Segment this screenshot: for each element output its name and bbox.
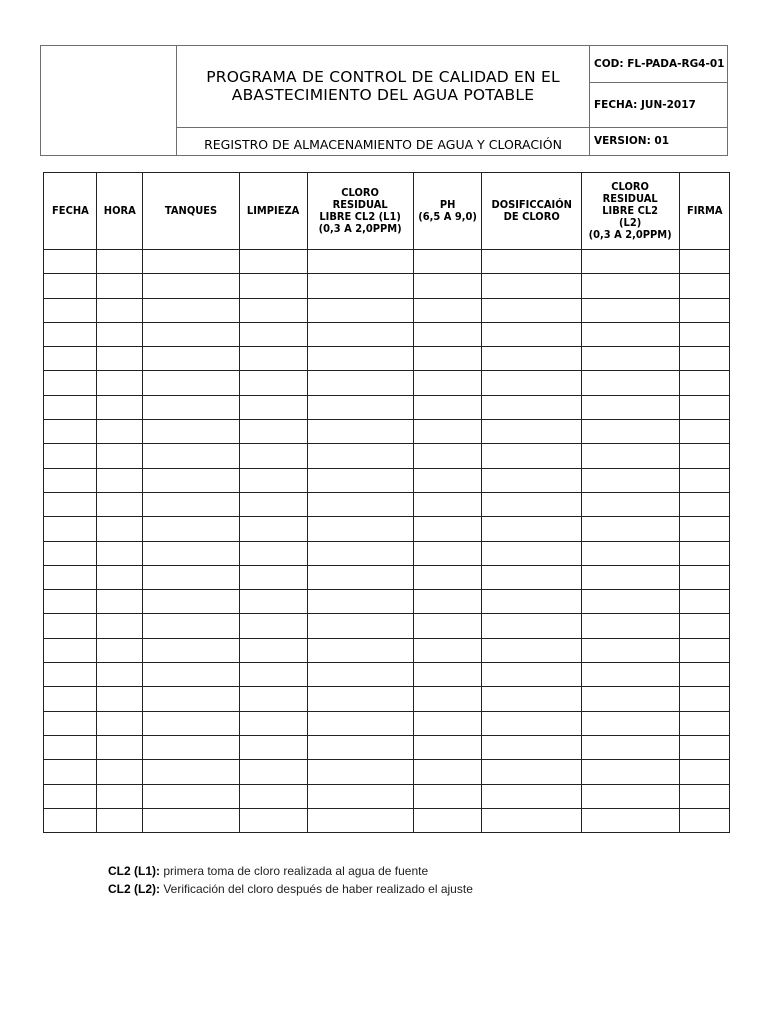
table-cell[interactable] <box>240 614 308 638</box>
table-cell[interactable] <box>143 711 240 735</box>
table-cell[interactable] <box>44 638 97 662</box>
column-header-label <box>52 205 89 217</box>
table-cell[interactable] <box>582 468 680 492</box>
column-header-label <box>319 187 402 235</box>
table-cell[interactable] <box>97 274 143 298</box>
table-cell[interactable] <box>482 541 582 565</box>
table-cell[interactable] <box>482 687 582 711</box>
column-header-line: (L2) <box>619 216 642 229</box>
column-header-line: TANQUES <box>164 204 218 217</box>
table-cell[interactable] <box>240 663 308 687</box>
form-subtitle: REGISTRO DE ALMACENAMIENTO DE AGUA Y CLORACIÓN <box>177 127 590 155</box>
table-cell[interactable] <box>143 468 240 492</box>
table-cell[interactable] <box>240 468 308 492</box>
table-cell[interactable] <box>308 808 414 832</box>
table-cell[interactable] <box>680 444 730 468</box>
table-cell[interactable] <box>240 371 308 395</box>
table-cell[interactable] <box>680 395 730 419</box>
table-cell[interactable] <box>97 541 143 565</box>
table-cell[interactable] <box>44 322 97 346</box>
table-cell[interactable] <box>44 444 97 468</box>
table-cell[interactable] <box>582 322 680 346</box>
table-cell[interactable] <box>44 298 97 322</box>
table-cell[interactable] <box>44 760 97 784</box>
table-cell[interactable] <box>582 687 680 711</box>
column-header <box>308 173 414 250</box>
column-header-line: HORA <box>103 204 136 217</box>
table-cell[interactable] <box>414 298 482 322</box>
table-cell[interactable] <box>44 395 97 419</box>
table-cell[interactable] <box>308 468 414 492</box>
table-cell[interactable] <box>414 492 482 516</box>
table-cell[interactable] <box>143 687 240 711</box>
table-cell[interactable] <box>240 735 308 759</box>
table-cell[interactable] <box>482 468 582 492</box>
table-cell[interactable] <box>44 663 97 687</box>
table-cell[interactable] <box>482 298 582 322</box>
form-title-line2: ABASTECIMIENTO DEL AGUA POTABLE <box>231 86 535 105</box>
table-row <box>44 492 730 516</box>
table-cell[interactable] <box>414 735 482 759</box>
column-header <box>482 173 582 250</box>
table-cell[interactable] <box>44 517 97 541</box>
table-cell[interactable] <box>680 808 730 832</box>
footnote-l1-label: CL2 (L1): <box>108 864 160 878</box>
column-header-label <box>687 205 723 217</box>
form-title <box>177 46 590 128</box>
table-cell[interactable] <box>414 517 482 541</box>
table-row <box>44 371 730 395</box>
table-cell[interactable] <box>414 274 482 298</box>
table-cell[interactable] <box>44 614 97 638</box>
table-cell[interactable] <box>582 420 680 444</box>
table-cell[interactable] <box>582 371 680 395</box>
table-cell[interactable] <box>240 395 308 419</box>
column-header-line: CLORO <box>341 186 380 199</box>
table-cell[interactable] <box>143 371 240 395</box>
table-cell[interactable] <box>44 541 97 565</box>
table-cell[interactable] <box>582 250 680 274</box>
footnotes <box>108 862 473 898</box>
table-cell[interactable] <box>44 420 97 444</box>
table-cell[interactable] <box>308 638 414 662</box>
table-cell[interactable] <box>680 711 730 735</box>
table-row <box>44 760 730 784</box>
table-cell[interactable] <box>680 614 730 638</box>
table-cell[interactable] <box>680 565 730 589</box>
column-header-line: FIRMA <box>686 204 723 217</box>
table-cell[interactable] <box>97 420 143 444</box>
table-cell[interactable] <box>414 784 482 808</box>
table-cell[interactable] <box>97 784 143 808</box>
table-cell[interactable] <box>143 735 240 759</box>
table-cell[interactable] <box>680 784 730 808</box>
table-cell[interactable] <box>97 711 143 735</box>
table-cell[interactable] <box>143 517 240 541</box>
column-header-line: LIBRE CL2 (L1) <box>319 210 402 223</box>
footnote-l1 <box>108 862 473 880</box>
table-cell[interactable] <box>97 492 143 516</box>
table-cell[interactable] <box>680 347 730 371</box>
table-cell[interactable] <box>44 565 97 589</box>
table-cell[interactable] <box>680 250 730 274</box>
table-cell[interactable] <box>143 298 240 322</box>
table-cell[interactable] <box>97 347 143 371</box>
table-cell[interactable] <box>240 784 308 808</box>
column-header-line: (0,3 A 2,0PPM) <box>588 228 673 241</box>
table-cell[interactable] <box>414 638 482 662</box>
footnote-l1-text: primera toma de cloro realizada al agua de fuente <box>160 864 429 878</box>
table-cell[interactable] <box>680 468 730 492</box>
table-cell[interactable] <box>680 760 730 784</box>
table-cell[interactable] <box>240 322 308 346</box>
table-cell[interactable] <box>582 711 680 735</box>
table-cell[interactable] <box>582 274 680 298</box>
table-cell[interactable] <box>44 808 97 832</box>
table-cell[interactable] <box>582 517 680 541</box>
table-row <box>44 250 730 274</box>
table-cell[interactable] <box>143 444 240 468</box>
table-cell[interactable] <box>308 760 414 784</box>
table-cell[interactable] <box>44 590 97 614</box>
table-cell[interactable] <box>97 565 143 589</box>
table-cell[interactable] <box>143 347 240 371</box>
footnote-l2-label: CL2 (L2): <box>108 882 160 896</box>
table-cell[interactable] <box>482 614 582 638</box>
table-cell[interactable] <box>143 663 240 687</box>
table-row <box>44 808 730 832</box>
table-cell[interactable] <box>97 663 143 687</box>
footnote-l2-text: Verificación del cloro después de haber realizado el ajuste <box>160 882 473 896</box>
footnote-l2 <box>108 880 473 898</box>
table-cell[interactable] <box>143 808 240 832</box>
table-cell[interactable] <box>308 347 414 371</box>
table-cell[interactable] <box>482 711 582 735</box>
table-cell[interactable] <box>414 760 482 784</box>
table-row <box>44 298 730 322</box>
table-cell[interactable] <box>414 322 482 346</box>
table-cell[interactable] <box>97 322 143 346</box>
table-cell[interactable] <box>680 735 730 759</box>
table-cell[interactable] <box>308 541 414 565</box>
table-cell[interactable] <box>308 565 414 589</box>
table-cell[interactable] <box>680 298 730 322</box>
logo-placeholder <box>41 46 177 156</box>
table-cell[interactable] <box>414 711 482 735</box>
table-cell[interactable] <box>143 784 240 808</box>
table-cell[interactable] <box>240 541 308 565</box>
table-cell[interactable] <box>582 808 680 832</box>
table-cell[interactable] <box>97 614 143 638</box>
table-row <box>44 638 730 662</box>
table-cell[interactable] <box>308 371 414 395</box>
table-cell[interactable] <box>414 420 482 444</box>
column-header-line: FECHA <box>51 204 89 217</box>
column-header <box>240 173 308 250</box>
table-cell[interactable] <box>143 322 240 346</box>
table-cell[interactable] <box>97 638 143 662</box>
table-cell[interactable] <box>414 444 482 468</box>
table-cell[interactable] <box>414 590 482 614</box>
table-cell[interactable] <box>240 274 308 298</box>
table-cell[interactable] <box>582 663 680 687</box>
table-cell[interactable] <box>44 687 97 711</box>
table-cell[interactable] <box>308 711 414 735</box>
table-cell[interactable] <box>482 347 582 371</box>
table-cell[interactable] <box>482 590 582 614</box>
table-cell[interactable] <box>414 541 482 565</box>
column-header <box>680 173 730 250</box>
table-cell[interactable] <box>143 638 240 662</box>
table-cell[interactable] <box>240 492 308 516</box>
table-row <box>44 687 730 711</box>
table-cell[interactable] <box>482 760 582 784</box>
table-cell[interactable] <box>143 565 240 589</box>
table-cell[interactable] <box>482 274 582 298</box>
table-cell[interactable] <box>582 492 680 516</box>
table-row <box>44 517 730 541</box>
column-header-line: LIBRE CL2 <box>602 204 659 217</box>
table-cell[interactable] <box>240 808 308 832</box>
table-cell[interactable] <box>482 322 582 346</box>
table-cell[interactable] <box>680 420 730 444</box>
table-row <box>44 614 730 638</box>
table-cell[interactable] <box>482 565 582 589</box>
table-cell[interactable] <box>482 808 582 832</box>
table-cell[interactable] <box>44 468 97 492</box>
table-cell[interactable] <box>308 614 414 638</box>
column-header-line: RESIDUAL <box>602 192 659 205</box>
table-cell[interactable] <box>414 468 482 492</box>
table-cell[interactable] <box>414 347 482 371</box>
table-cell[interactable] <box>143 420 240 444</box>
table-cell[interactable] <box>482 371 582 395</box>
form-code: COD: FL-PADA-RG4-01 <box>590 46 728 83</box>
table-cell[interactable] <box>482 420 582 444</box>
table-cell[interactable] <box>308 517 414 541</box>
table-cell[interactable] <box>143 760 240 784</box>
table-cell[interactable] <box>143 274 240 298</box>
table-cell[interactable] <box>240 298 308 322</box>
table-row <box>44 784 730 808</box>
table-cell[interactable] <box>97 468 143 492</box>
table-cell[interactable] <box>680 517 730 541</box>
table-row <box>44 395 730 419</box>
table-row <box>44 444 730 468</box>
column-header-line: PH <box>439 198 456 211</box>
table-cell[interactable] <box>44 784 97 808</box>
table-cell[interactable] <box>582 565 680 589</box>
table-row <box>44 565 730 589</box>
table-cell[interactable] <box>143 250 240 274</box>
table-cell[interactable] <box>482 395 582 419</box>
table-cell[interactable] <box>482 492 582 516</box>
table-row <box>44 322 730 346</box>
table-cell[interactable] <box>308 395 414 419</box>
table-cell[interactable] <box>97 298 143 322</box>
column-header-line: LIMPIEZA <box>247 204 300 217</box>
table-cell[interactable] <box>308 735 414 759</box>
column-header <box>97 173 143 250</box>
table-cell[interactable] <box>482 663 582 687</box>
table-cell[interactable] <box>97 735 143 759</box>
table-cell[interactable] <box>482 735 582 759</box>
table-cell[interactable] <box>97 590 143 614</box>
column-header-line: (0,3 A 2,0PPM) <box>318 222 403 235</box>
table-cell[interactable] <box>44 250 97 274</box>
column-header-line: DOSIFICCAIÓN <box>491 198 572 211</box>
table-row <box>44 663 730 687</box>
table-cell[interactable] <box>680 687 730 711</box>
table-cell[interactable] <box>414 614 482 638</box>
table-cell[interactable] <box>240 420 308 444</box>
column-header-label <box>247 205 299 217</box>
table-cell[interactable] <box>680 371 730 395</box>
table-row <box>44 420 730 444</box>
table-cell[interactable] <box>308 663 414 687</box>
table-cell[interactable] <box>308 250 414 274</box>
table-cell[interactable] <box>308 322 414 346</box>
form-date: FECHA: JUN-2017 <box>590 83 728 127</box>
table-cell[interactable] <box>240 347 308 371</box>
table-cell[interactable] <box>582 614 680 638</box>
table-cell[interactable] <box>582 760 680 784</box>
table-row <box>44 274 730 298</box>
table-cell[interactable] <box>482 444 582 468</box>
table-cell[interactable] <box>680 638 730 662</box>
table-cell[interactable] <box>582 395 680 419</box>
table-cell[interactable] <box>240 711 308 735</box>
table-cell[interactable] <box>143 541 240 565</box>
table-cell[interactable] <box>97 687 143 711</box>
form-header <box>40 45 728 156</box>
column-header <box>143 173 240 250</box>
column-header-label <box>589 181 672 241</box>
column-header-label <box>491 199 571 223</box>
table-cell[interactable] <box>308 298 414 322</box>
table-cell[interactable] <box>240 760 308 784</box>
table-cell[interactable] <box>308 274 414 298</box>
table-cell[interactable] <box>414 395 482 419</box>
table-cell[interactable] <box>97 808 143 832</box>
table-row <box>44 541 730 565</box>
table-cell[interactable] <box>44 371 97 395</box>
table-row <box>44 711 730 735</box>
table-cell[interactable] <box>680 590 730 614</box>
table-cell[interactable] <box>44 735 97 759</box>
table-cell[interactable] <box>308 784 414 808</box>
table-cell[interactable] <box>308 420 414 444</box>
table-cell[interactable] <box>44 347 97 371</box>
table-cell[interactable] <box>97 444 143 468</box>
column-header-line: CLORO <box>611 180 650 193</box>
table-header-row <box>44 173 730 250</box>
table-cell[interactable] <box>482 517 582 541</box>
table-cell[interactable] <box>308 687 414 711</box>
table-row <box>44 735 730 759</box>
table-cell[interactable] <box>143 395 240 419</box>
column-header <box>582 173 680 250</box>
column-header-line: RESIDUAL <box>332 198 389 211</box>
form-title-line1: PROGRAMA DE CONTROL DE CALIDAD EN EL <box>206 68 560 87</box>
register-table <box>43 172 730 833</box>
column-header-line: DE CLORO <box>503 210 560 223</box>
table-cell[interactable] <box>582 784 680 808</box>
table-cell[interactable] <box>680 322 730 346</box>
table-cell[interactable] <box>414 371 482 395</box>
table-cell[interactable] <box>482 250 582 274</box>
table-cell[interactable] <box>240 517 308 541</box>
table-cell[interactable] <box>44 711 97 735</box>
table-cell[interactable] <box>240 250 308 274</box>
table-cell[interactable] <box>582 590 680 614</box>
table-cell[interactable] <box>240 638 308 662</box>
table-cell[interactable] <box>240 590 308 614</box>
table-cell[interactable] <box>44 492 97 516</box>
table-cell[interactable] <box>240 687 308 711</box>
table-cell[interactable] <box>680 274 730 298</box>
table-cell[interactable] <box>680 663 730 687</box>
table-cell[interactable] <box>680 541 730 565</box>
table-cell[interactable] <box>143 492 240 516</box>
table-cell[interactable] <box>582 298 680 322</box>
table-row <box>44 347 730 371</box>
table-cell[interactable] <box>680 492 730 516</box>
column-header-line: (6,5 A 9,0) <box>418 210 477 223</box>
column-header <box>44 173 97 250</box>
table-cell[interactable] <box>582 347 680 371</box>
table-cell[interactable] <box>414 565 482 589</box>
table-cell[interactable] <box>97 517 143 541</box>
table-cell[interactable] <box>414 687 482 711</box>
table-cell[interactable] <box>414 808 482 832</box>
table-cell[interactable] <box>582 541 680 565</box>
table-cell[interactable] <box>97 371 143 395</box>
table-row <box>44 468 730 492</box>
table-cell[interactable] <box>414 250 482 274</box>
table-cell[interactable] <box>308 590 414 614</box>
table-cell[interactable] <box>582 444 680 468</box>
table-cell[interactable] <box>240 565 308 589</box>
table-cell[interactable] <box>44 274 97 298</box>
table-cell[interactable] <box>308 444 414 468</box>
table-cell[interactable] <box>240 444 308 468</box>
column-header-label <box>103 205 135 217</box>
column-header-label <box>165 205 217 217</box>
table-cell[interactable] <box>308 492 414 516</box>
column-header <box>414 173 482 250</box>
table-cell[interactable] <box>97 395 143 419</box>
table-cell[interactable] <box>97 760 143 784</box>
table-body <box>44 250 730 833</box>
table-cell[interactable] <box>143 614 240 638</box>
form-version: VERSION: 01 <box>590 127 728 155</box>
table-cell[interactable] <box>482 638 582 662</box>
table-cell[interactable] <box>582 638 680 662</box>
table-cell[interactable] <box>97 250 143 274</box>
column-header-label <box>418 199 477 223</box>
table-row <box>44 590 730 614</box>
table-cell[interactable] <box>582 735 680 759</box>
table-cell[interactable] <box>414 663 482 687</box>
table-cell[interactable] <box>482 784 582 808</box>
table-cell[interactable] <box>143 590 240 614</box>
